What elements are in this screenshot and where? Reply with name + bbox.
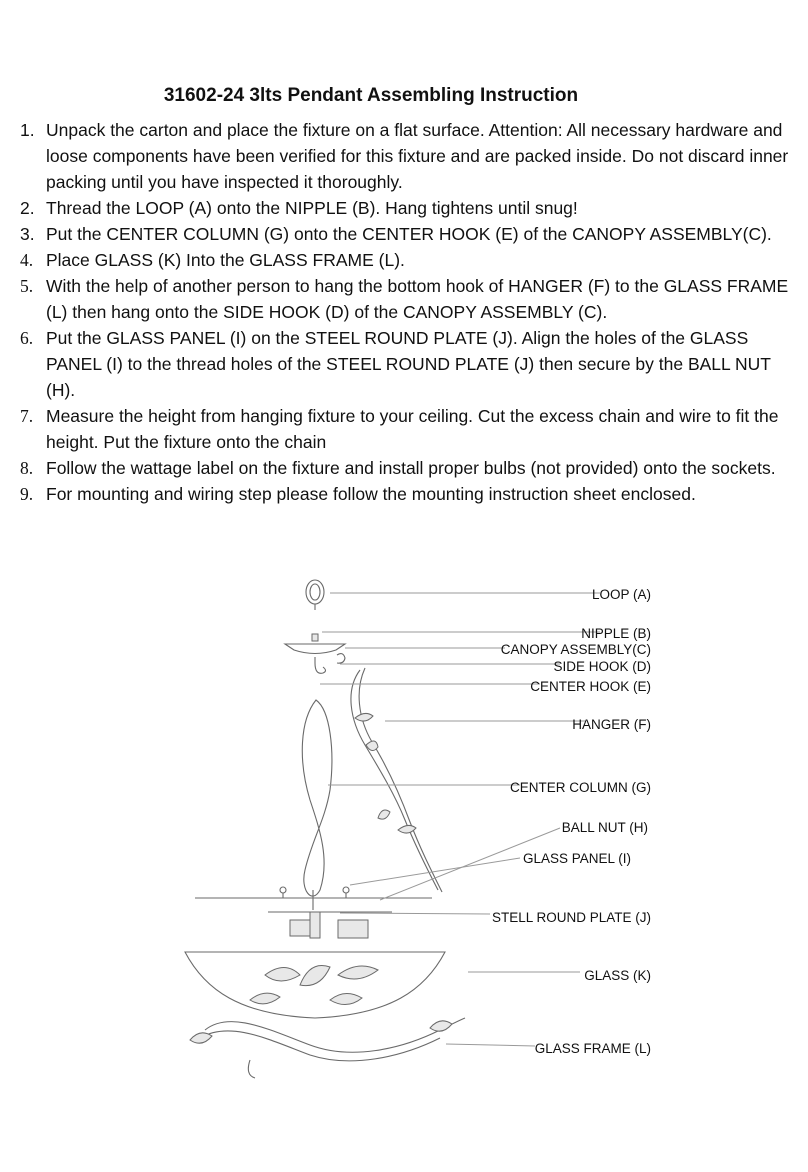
label-side-hook: SIDE HOOK (D) xyxy=(553,659,651,674)
step-item xyxy=(20,247,800,273)
step-item xyxy=(20,455,800,481)
glass-bowl-part xyxy=(185,952,445,1018)
side-hook-part xyxy=(337,654,345,664)
step-text: Place GLASS (K) Into the GLASS FRAME (L). xyxy=(46,250,405,270)
step-number: 1. xyxy=(20,120,35,140)
label-glass: GLASS (K) xyxy=(584,968,651,983)
step-number: 8. xyxy=(20,458,34,478)
step-text: Thread the LOOP (A) onto the NIPPLE (B). Hang tightens until snug! xyxy=(46,198,578,218)
step-number: 2. xyxy=(20,198,35,218)
step-text: Unpack the carton and place the fixture on a flat surface. Attention: All necessary hardware and loose components have been verified for this fixture and are packed inside. Do not discard inner packing until you have inspected it thoroughly. xyxy=(46,120,789,192)
page-title: 31602-24 3lts Pendant Assembling Instruction xyxy=(163,85,579,106)
steel-round-plate-part xyxy=(268,912,392,938)
canopy-part xyxy=(285,634,345,663)
step-number: 6. xyxy=(20,328,34,348)
step-item xyxy=(20,273,800,325)
label-ball-nut: BALL NUT (H) xyxy=(561,820,648,835)
step-number: 7. xyxy=(20,406,34,426)
label-glass-panel: GLASS PANEL (I) xyxy=(522,851,631,866)
step-item xyxy=(20,481,800,507)
label-hanger: HANGER (F) xyxy=(572,717,651,732)
pendant-exploded-diagram xyxy=(0,570,808,1110)
step-text: Follow the wattage label on the fixture and install proper bulbs (not provided) onto the sockets. xyxy=(46,458,776,478)
glass-frame-part xyxy=(190,1018,465,1078)
step-text: Measure the height from hanging fixture to your ceiling. Cut the excess chain and wire to fit the height. Put the fixture onto the chain xyxy=(46,406,779,452)
instruction-steps xyxy=(20,117,800,507)
step-item xyxy=(20,195,800,221)
label-center-column: CENTER COLUMN (G) xyxy=(510,780,651,795)
label-glass-frame: GLASS FRAME (L) xyxy=(534,1041,651,1056)
center-column-part xyxy=(302,700,332,910)
label-canopy-assembly: CANOPY ASSEMBLY(C) xyxy=(500,642,651,657)
label-loop: LOOP (A) xyxy=(591,587,651,602)
label-center-hook: CENTER HOOK (E) xyxy=(530,679,651,694)
step-item xyxy=(20,221,800,247)
step-number: 3. xyxy=(20,224,35,244)
step-text: Put the CENTER COLUMN (G) onto the CENTER HOOK (E) of the CANOPY ASSEMBLY(C). xyxy=(46,224,772,244)
label-nipple: NIPPLE (B) xyxy=(581,626,651,641)
step-number: 5. xyxy=(20,276,34,296)
loop-part xyxy=(306,580,324,610)
step-number: 9. xyxy=(20,484,34,504)
step-text: Put the GLASS PANEL (I) on the STEEL ROUND PLATE (J). Align the holes of the GLASS PANEL (I) to the thread holes of the STEEL ROUND PLATE (J) then secure by the BALL NUT (H). xyxy=(46,328,771,400)
step-number: 4. xyxy=(20,250,34,270)
step-item xyxy=(20,403,800,455)
step-text: With the help of another person to hang the bottom hook of HANGER (F) to the GLASS FRAME (L) then hang onto the SIDE HOOK (D) of the CANOPY ASSEMBLY (C). xyxy=(46,276,789,322)
step-item xyxy=(20,117,800,195)
center-hook-part xyxy=(315,663,326,673)
step-item xyxy=(20,325,800,403)
label-steel-round-plate: STELL ROUND PLATE (J) xyxy=(491,910,651,925)
step-text: For mounting and wiring step please follow the mounting instruction sheet enclosed. xyxy=(46,484,696,504)
hanger-part xyxy=(351,668,442,892)
